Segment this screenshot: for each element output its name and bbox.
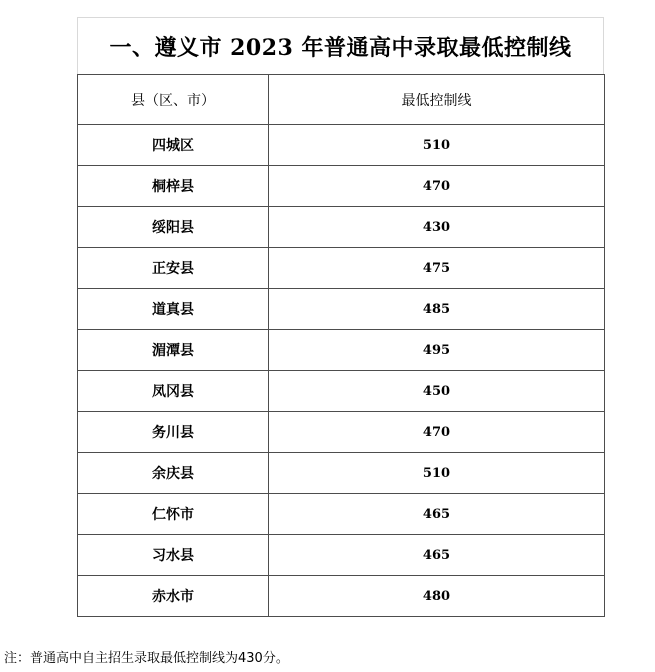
score-cell: 470 (269, 166, 605, 207)
score-cell: 450 (269, 371, 605, 412)
county-cell: 正安县 (78, 248, 269, 289)
score-cell: 465 (269, 535, 605, 576)
table-row (78, 125, 605, 166)
county-cell: 四城区 (78, 125, 269, 166)
score-cell: 510 (269, 453, 605, 494)
county-cell: 道真县 (78, 289, 269, 330)
table-row (78, 576, 605, 617)
table-row (78, 166, 605, 207)
page-title: 一、遵义市 2023 年普通高中录取最低控制线 (109, 34, 572, 61)
score-cell: 475 (269, 248, 605, 289)
county-cell: 湄潭县 (78, 330, 269, 371)
table-row (78, 207, 605, 248)
score-cell: 430 (269, 207, 605, 248)
score-cell: 465 (269, 494, 605, 535)
table-row (78, 494, 605, 535)
county-cell: 凤冈县 (78, 371, 269, 412)
table-row (78, 330, 605, 371)
footnote: 注：普通高中自主招生录取最低控制线为430分。 (4, 651, 289, 666)
table-header-row (78, 75, 605, 125)
score-table (77, 74, 605, 617)
score-cell: 470 (269, 412, 605, 453)
county-cell: 余庆县 (78, 453, 269, 494)
score-cell: 485 (269, 289, 605, 330)
county-cell: 务川县 (78, 412, 269, 453)
table-row (78, 453, 605, 494)
score-cell: 480 (269, 576, 605, 617)
county-cell: 仁怀市 (78, 494, 269, 535)
score-cell: 510 (269, 125, 605, 166)
county-cell: 赤水市 (78, 576, 269, 617)
table-row (78, 289, 605, 330)
header-score: 最低控制线 (269, 75, 605, 125)
county-cell: 绥阳县 (78, 207, 269, 248)
table-row (78, 371, 605, 412)
title-cell (77, 17, 604, 74)
table-row (78, 412, 605, 453)
county-cell: 桐梓县 (78, 166, 269, 207)
table-row (78, 248, 605, 289)
table-row (78, 535, 605, 576)
county-cell: 习水县 (78, 535, 269, 576)
score-cell: 495 (269, 330, 605, 371)
header-county: 县（区、市） (78, 75, 269, 125)
